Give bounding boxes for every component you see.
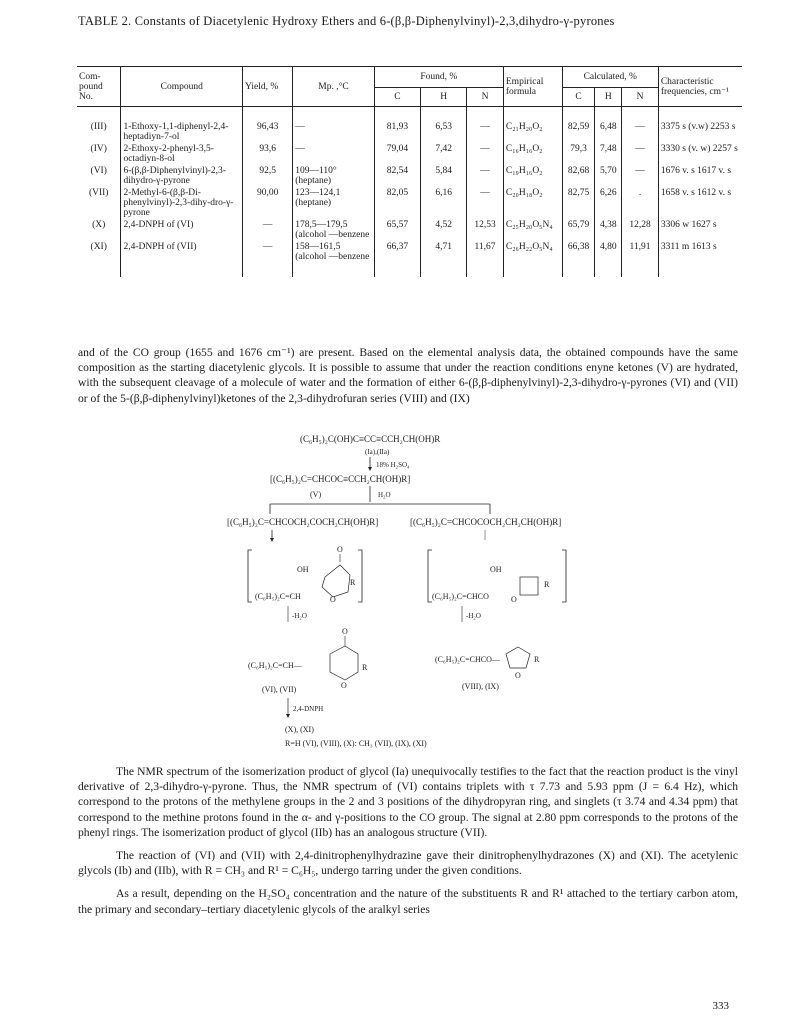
cell-no: (X)	[77, 219, 121, 241]
cell-freq: 3311 m 1613 s	[660, 242, 717, 252]
cell-cc: 79,3	[562, 143, 595, 165]
cell-cn: 11,91	[622, 241, 659, 277]
cell-ch: 7,48	[595, 143, 622, 165]
cell-no: (III)	[77, 121, 121, 143]
table-row	[77, 219, 742, 241]
cell-yield: 92,5	[243, 165, 293, 187]
cell-fh: 6,53	[421, 121, 467, 143]
table-row	[77, 241, 742, 277]
scheme-left-minus-water: -H₂O	[292, 612, 307, 620]
header-compound-no: Com- pound No.	[77, 67, 121, 107]
cell-ch: 5,70	[595, 165, 622, 187]
scheme-left-sub: (C₆H₅)₂C=CH	[255, 592, 301, 601]
scheme-left-ring-o: O	[330, 595, 336, 604]
header-calc-c: C	[562, 88, 595, 107]
body-text	[78, 764, 738, 917]
cell-fh: 5,84	[421, 165, 467, 187]
scheme-left-r: R	[350, 578, 356, 587]
cell-mp: 123—124,1 (heptane)	[293, 187, 375, 219]
cell-yield: —	[243, 241, 293, 277]
cell-formula: C₂₆H₂₂O₅N₄	[503, 241, 562, 277]
cell-cc: 82,75	[562, 187, 595, 219]
cell-mp: 109—110° (heptane)	[293, 165, 375, 187]
reaction-scheme	[200, 432, 620, 752]
cell-formula: C₁₉H₁₆O₂	[503, 165, 562, 187]
cell-freq: 3306 w 1627 s	[660, 220, 717, 230]
intro-paragraph: and of the CO group (1655 and 1676 cm⁻¹) are present. Based on the elemental analysis data, the obtained compounds have the same composition as the starting diacetylenic glycols. It is possible to assume that under the reaction conditions enyne ketones (V) are hydrated, with the subsequent cleavage of a molecule of water and the formation of either 6-(β,β-diphenylvinyl)-2,3-dihydro-γ-pyrones (VI) and (VII) or of the 5-(β,β-diphenylvinyl)ketones of the 2,3-dihydrofuran series (VIII) and (IX)	[78, 346, 738, 405]
scheme-left-oh: OH	[297, 565, 309, 574]
cell-compound: 6-(β,β-Diphenylvinyl)-2,3-dihydro-γ-pyrone	[121, 165, 243, 187]
cell-ch: 6,48	[595, 121, 622, 143]
table-caption: TABLE 2. Constants of Diacetylenic Hydroxy Ethers and 6-(β,β-Diphenylvinyl)-2,3,dihydro-γ-pyrones	[78, 14, 615, 28]
header-characteristic: Characteristic frequencies, cm⁻¹	[658, 67, 742, 107]
paragraph-conclusion: As a result, depending on the H₂SO₄ concentration and the nature of the substituents R and R¹ attached to the tertiary carbon atom, the primary and secondary–tertiary diacetylenic glycols of the aralkyl series	[78, 887, 738, 916]
cell-freq: 3330 s (v. w) 2257 s	[660, 144, 738, 154]
cell-fh: 4,52	[421, 219, 467, 241]
cell-yield: 93,6	[243, 143, 293, 165]
cell-fc: 82,54	[374, 165, 420, 187]
cell-fh: 4,71	[421, 241, 467, 277]
scheme-start-label: (Ia),(IIa)	[365, 448, 390, 456]
cell-cn: .	[622, 187, 659, 219]
cell-fn: 12,53	[467, 219, 504, 241]
cell-compound: 2,4-DNPH of (VII)	[121, 241, 243, 277]
scheme-right-oh: OH	[490, 565, 502, 574]
cell-ch: 6,26	[595, 187, 622, 219]
cell-formula: C₂₁H₂₀O₂	[503, 121, 562, 143]
cell-fc: 82,05	[374, 187, 420, 219]
scheme-reagent-3: 2,4-DNPH	[293, 705, 324, 713]
cell-ch: 4,80	[595, 241, 622, 277]
cell-cc: 66,38	[562, 241, 595, 277]
scheme-reagent-2: H₂O	[378, 491, 391, 499]
header-found: Found, %	[374, 67, 503, 88]
cell-formula: C₂₅H₂₀O₅N₄	[503, 219, 562, 241]
cell-formula: C₁₆H₁₆O₂	[503, 143, 562, 165]
scheme-pyrone-label: (VI), (VII)	[262, 685, 297, 694]
cell-fn: —	[467, 121, 504, 143]
cell-freq: 1676 v. s 1617 v. s	[660, 166, 732, 176]
cell-cn: —	[622, 143, 659, 165]
cell-formula: C₂₀H₁₈O₂	[503, 187, 562, 219]
cell-cc: 82,59	[562, 121, 595, 143]
scheme-furan-sub: (C₆H₅)₂C=CHCO—	[435, 655, 500, 664]
scheme-r-definition: R=H (VI), (VIII), (X): CH₃ (VII), (IX), (XI)	[285, 739, 427, 748]
page-number: 333	[712, 1000, 729, 1012]
scheme-left-carbonyl-o: O	[337, 545, 343, 554]
cell-compound: 2-Methyl-6-(β,β-Di-phenylvinyl)-2,3-dihy-dro-γ-pyrone	[121, 187, 243, 219]
cell-no: (XI)	[77, 241, 121, 277]
cell-fh: 6,16	[421, 187, 467, 219]
cell-cn: —	[622, 121, 659, 143]
header-found-h: H	[421, 88, 467, 107]
header-yield: Yield, %	[243, 67, 293, 107]
cell-fn: —	[467, 187, 504, 219]
paragraph-dnph: The reaction of (VI) and (VII) with 2,4-dinitrophenylhydrazine gave their dinitrophenylhydrazones (X) and (XI). The acetylenic glycols (Ib) and (IIb), with R = CH₃ and R¹ = C₆H₅, undergo tarring under the given conditions.	[78, 849, 738, 878]
cell-yield: 96,43	[243, 121, 293, 143]
table-row	[77, 187, 742, 219]
cell-compound: 2-Ethoxy-2-phenyl-3,5-octadiyn-8-ol	[121, 143, 243, 165]
scheme-enyne: [(C₆H₅)₂C=CHCOC≡CCH₂CH(OH)R]	[270, 474, 411, 484]
scheme-furan-label: (VIII), (IX)	[462, 682, 499, 691]
scheme-pyrone-ring-o: O	[341, 681, 347, 690]
cell-fn: —	[467, 165, 504, 187]
cell-freq: 3375 s (v.w) 2253 s	[660, 122, 736, 132]
cell-fc: 65,57	[374, 219, 420, 241]
cell-cc: 82,68	[562, 165, 595, 187]
scheme-dnph-label: (X), (XI)	[285, 725, 314, 734]
cell-fc: 81,93	[374, 121, 420, 143]
cell-no: (IV)	[77, 143, 121, 165]
cell-fc: 79,04	[374, 143, 420, 165]
cell-compound: 1-Ethoxy-1,1-diphenyl-2,4-heptadiyn-7-ol	[121, 121, 243, 143]
scheme-furan-ring-o: O	[515, 671, 521, 680]
cell-ch: 4,38	[595, 219, 622, 241]
cell-mp: —	[293, 143, 375, 165]
header-compound: Compound	[121, 67, 243, 107]
header-found-n: N	[467, 88, 504, 107]
table-row	[77, 165, 742, 187]
cell-fh: 7,42	[421, 143, 467, 165]
cell-cc: 65,79	[562, 219, 595, 241]
header-found-c: C	[374, 88, 420, 107]
table-row	[77, 143, 742, 165]
scheme-right-minus-water: -H₂O	[466, 612, 481, 620]
cell-fn: 11,67	[467, 241, 504, 277]
cell-cn: —	[622, 165, 659, 187]
table-row	[77, 121, 742, 143]
cell-yield: —	[243, 219, 293, 241]
scheme-start: (C₆H₅)₂C(OH)C≡CC≡CCH₂CH(OH)R	[300, 434, 441, 444]
header-calc-n: N	[622, 88, 659, 107]
header-calc-h: H	[595, 88, 622, 107]
scheme-right-r: R	[544, 580, 550, 589]
scheme-right-sub: (C₆H₅)₂C=CHCO	[432, 592, 489, 601]
cell-mp: 178,5—179,5 (alcohol —benzene	[293, 219, 375, 241]
cell-no: (VI)	[77, 165, 121, 187]
constants-table	[77, 66, 742, 277]
header-empirical: Empirical formula	[503, 67, 562, 107]
header-calculated: Calculated, %	[562, 67, 658, 88]
cell-yield: 90,00	[243, 187, 293, 219]
scheme-right-ring-o: O	[511, 595, 517, 604]
scheme-furan-r: R	[534, 655, 540, 664]
cell-fn: —	[467, 143, 504, 165]
paragraph-nmr: The NMR spectrum of the isomerization product of glycol (Ia) unequivocally testifies to the fact that the reaction product is the vinyl derivative of 2,3-dihydro-γ-pyrone. Thus, the NMR spectrum of (VI) contains triplets with τ 7.73 and 5.93 ppm (J = 6.4 Hz), which correspond to the protons of the methylene groups in the 2 and 3 positions of the dihydropyran ring, and singlets (τ 3.74 and 4.34 ppm) that correspond to the methine protons found in the α- and γ-positions to the CO group. The signal at 2.80 ppm corresponds to the protons of the phenyl rings. The isomerization product of glycol (IIb) has an analogous structure (VII).	[78, 765, 738, 839]
cell-fc: 66,37	[374, 241, 420, 277]
cell-compound: 2,4-DNPH of (VI)	[121, 219, 243, 241]
scheme-right-branch: [(C₆H₅)₂C=CHCOCOCH₂CH₂CH(OH)R]	[410, 517, 562, 527]
scheme-pyrone-sub: (C₆H₅)₂C=CH—	[248, 661, 302, 670]
header-mp: Mp. ,°C	[293, 67, 375, 107]
scheme-enyne-label: (V)	[310, 490, 322, 499]
cell-cn: 12,28	[622, 219, 659, 241]
cell-no: (VII)	[77, 187, 121, 219]
cell-freq: 1658 v. s 1612 v. s	[660, 188, 732, 198]
scheme-pyrone-r: R	[362, 663, 368, 672]
scheme-reagent-1: 18% H₂SO₄	[376, 461, 410, 469]
cell-mp: —	[293, 121, 375, 143]
scheme-left-branch: [(C₆H₅)₂C=CHCOCH₂COCH₂CH(OH)R]	[227, 517, 379, 527]
cell-mp: 158—161,5 (alcohol —benzene	[293, 241, 375, 277]
scheme-pyrone-carbonyl-o: O	[342, 627, 348, 636]
